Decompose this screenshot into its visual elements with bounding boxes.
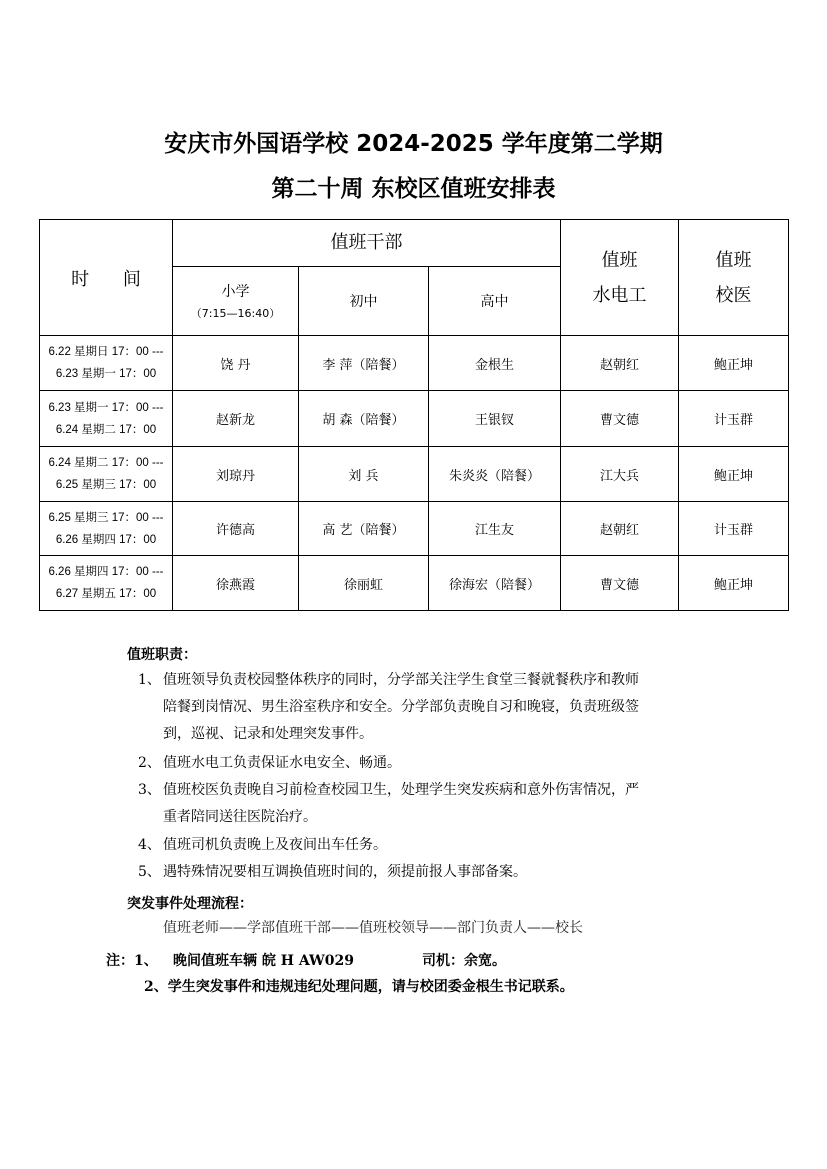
primary-cadre: 徐燕霞 (173, 556, 299, 611)
table-header-row-1 (40, 220, 789, 267)
duty-item-line: 值班水电工负责保证水电安全、畅通。 (163, 755, 401, 771)
electrician: 曹文德 (561, 391, 679, 447)
time-start: 6.22 星期日 17：00 --- (48, 346, 164, 358)
primary-cadre: 许德高 (173, 502, 299, 556)
header-primary-hours: （7:15—16:40） (190, 307, 281, 320)
duty-schedule-table (39, 219, 789, 611)
duty-item-line: 陪餐到岗情况、男生浴室秩序和安全。分学部负责晚自习和晚寝，负责班级签 (163, 699, 639, 715)
senior-cadre: 江生友 (429, 502, 561, 556)
time-start: 6.26 星期四 17：00 --- (48, 566, 164, 578)
table-row (40, 502, 789, 556)
doctor: 鲍正坤 (679, 336, 789, 391)
title-line-1: 安庆市外国语学校 2024-2025 学年度第二学期 (164, 131, 663, 157)
duty-item-number: 5、 (138, 864, 161, 880)
junior-cadre: 徐丽虹 (299, 556, 429, 611)
primary-cadre: 赵新龙 (173, 391, 299, 447)
time-cell (40, 447, 173, 502)
electrician: 赵朝红 (561, 336, 679, 391)
time-cell (40, 556, 173, 611)
note-2: 2、学生突发事件和违规违纪处理问题，请与校团委金根生书记联系。 (144, 979, 574, 995)
electrician: 江大兵 (561, 447, 679, 502)
doctor: 计玉群 (679, 502, 789, 556)
header-doctor-line2: 校医 (715, 284, 752, 306)
senior-cadre: 朱炎炎（陪餐） (429, 447, 561, 502)
header-time: 时 间 (40, 220, 173, 336)
table-row (40, 391, 789, 447)
header-electrician (561, 220, 679, 336)
doctor: 鲍正坤 (679, 447, 789, 502)
doctor: 鲍正坤 (679, 556, 789, 611)
header-primary-label: 小学 (221, 284, 250, 300)
note-prefix: 注：1、 (106, 953, 158, 969)
duties-heading: 值班职责： (127, 647, 197, 663)
senior-cadre: 金根生 (429, 336, 561, 391)
title-line-2: 第二十周 东校区值班安排表 (271, 176, 556, 202)
header-electrician-line2: 水电工 (592, 284, 647, 306)
table-row (40, 336, 789, 391)
duty-item-4 (138, 832, 738, 859)
time-cell (40, 502, 173, 556)
time-end: 6.25 星期三 17：00 (55, 479, 157, 491)
duty-item-line: 到，巡视、记录和处理突发事件。 (163, 726, 373, 742)
table-row (40, 447, 789, 502)
electrician: 赵朝红 (561, 502, 679, 556)
duty-item-number: 2、 (138, 755, 161, 771)
duty-item-line: 值班领导负责校园整体秩序的同时，分学部关注学生食堂三餐就餐秩序和教师 (163, 672, 639, 688)
primary-cadre: 饶 丹 (173, 336, 299, 391)
time-end: 6.23 星期一 17：00 (55, 368, 157, 380)
electrician: 曹文德 (561, 556, 679, 611)
primary-cadre: 刘琼丹 (173, 447, 299, 502)
header-doctor-line1: 值班 (715, 249, 752, 271)
table-row (40, 556, 789, 611)
junior-cadre: 李 萍（陪餐） (299, 336, 429, 391)
duty-item-line: 遇特殊情况要相互调换值班时间的，须提前报人事部备案。 (163, 864, 527, 880)
header-doctor (679, 220, 789, 336)
duty-item-1 (138, 667, 738, 748)
time-end: 6.24 星期二 17：00 (55, 423, 157, 436)
duty-item-line: 值班校医负责晚自习前检查校园卫生，处理学生突发疾病和意外伤害情况，严 (163, 782, 639, 798)
junior-cadre: 刘 兵 (299, 447, 429, 502)
time-end: 6.27 星期五 17：00 (55, 588, 157, 600)
senior-cadre: 徐海宏（陪餐） (429, 556, 561, 611)
time-start: 6.24 星期二 17：00 --- (48, 457, 164, 469)
header-senior: 高中 (429, 267, 561, 336)
header-cadre: 值班干部 (173, 220, 561, 267)
time-start: 6.25 星期三 17：00 --- (48, 511, 164, 524)
header-primary (173, 267, 299, 336)
senior-cadre: 王银钗 (429, 391, 561, 447)
time-cell (40, 391, 173, 447)
junior-cadre: 高 艺（陪餐） (299, 502, 429, 556)
duty-item-3 (138, 777, 738, 831)
duty-item-number: 3、 (138, 782, 161, 798)
doctor: 计玉群 (679, 391, 789, 447)
time-start: 6.23 星期一 17：00 --- (48, 401, 164, 414)
note-1-vehicle: 晚间值班车辆 皖 H AW029 (173, 953, 354, 969)
duty-item-5 (138, 859, 738, 886)
duty-item-line: 值班司机负责晚上及夜间出车任务。 (163, 837, 387, 853)
header-junior: 初中 (299, 267, 429, 336)
note-1-driver: 司机：余宽。 (422, 953, 506, 969)
duty-item-number: 1、 (138, 672, 161, 688)
time-cell (40, 336, 173, 391)
emergency-heading: 突发事件处理流程： (127, 896, 253, 912)
header-electrician-line1: 值班 (601, 249, 638, 271)
junior-cadre: 胡 森（陪餐） (299, 391, 429, 447)
duty-item-line: 重者陪同送往医院治疗。 (163, 809, 317, 825)
duty-item-2 (138, 750, 738, 777)
time-end: 6.26 星期四 17：00 (55, 533, 157, 546)
emergency-flow: 值班老师——学部值班干部——值班校领导——部门负责人——校长 (163, 920, 583, 936)
duty-item-number: 4、 (138, 837, 161, 853)
